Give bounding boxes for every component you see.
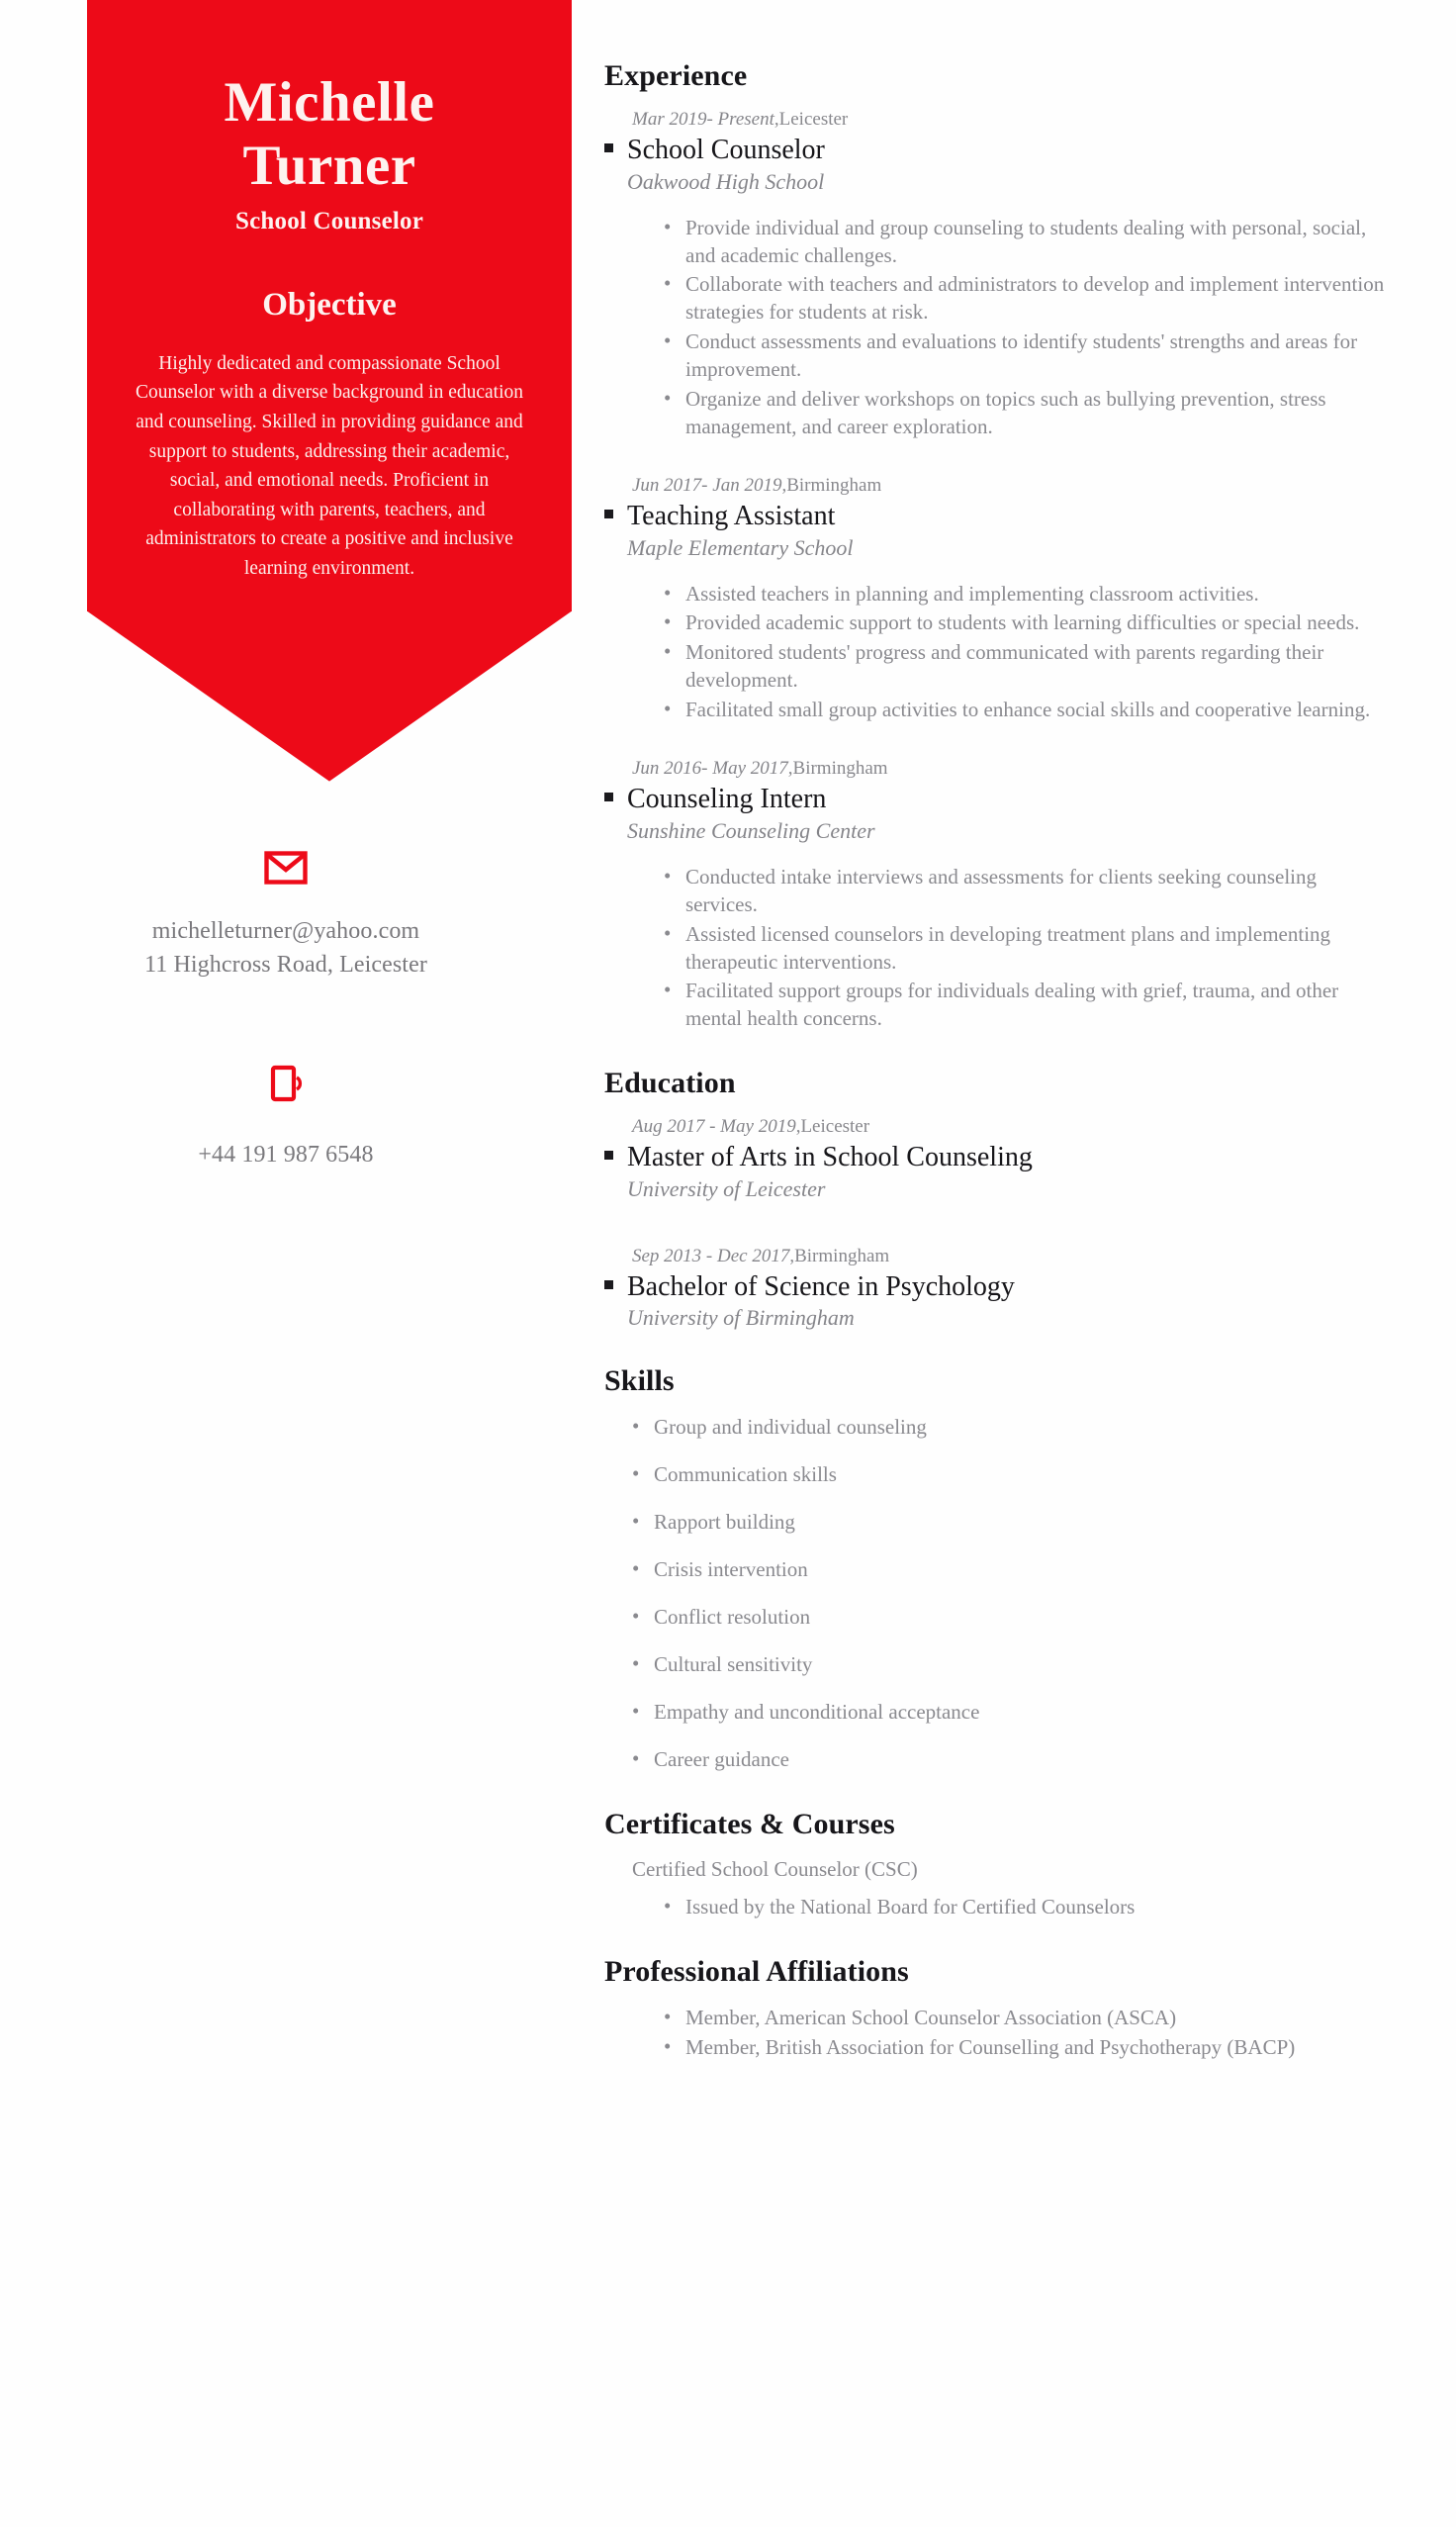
experience-title: School Counselor (627, 135, 825, 165)
list-item: • Monitored students' progress and communicated with parents regarding their development. (664, 639, 1387, 695)
experience-location: Birmingham (792, 758, 888, 780)
list-item: • Rapport building (632, 1509, 980, 1537)
education-degree: Bachelor of Science in Psychology (627, 1270, 1015, 1302)
affiliations-list (604, 2005, 1387, 2062)
experience-entry-head (604, 783, 1387, 816)
first-name: Michelle (224, 71, 435, 134)
certificate-name: Certified School Counselor (CSC) (632, 1856, 918, 1881)
square-bullet-icon (604, 793, 613, 801)
experience-organization: Maple Elementary School (627, 534, 854, 560)
experience-bullets (604, 864, 1387, 1034)
banner-chevron-point (87, 611, 572, 782)
list-item: • Empathy and unconditional acceptance (632, 1699, 980, 1727)
list-item: • Conduct assessments and evaluations to identify students' strengths and areas for improvement. (664, 328, 1387, 384)
section-education (604, 1067, 1387, 1331)
education-entry-head (604, 1270, 1387, 1304)
list-item: • Provided academic support to students with learning difficulties or special needs. (664, 609, 1387, 637)
spacer (604, 445, 1387, 475)
section-title-skills: Skills (604, 1364, 675, 1398)
meta-separator: , (781, 474, 787, 496)
experience-date: Jun 2017- Jan 2019 (632, 474, 782, 496)
experience-bullets (604, 581, 1387, 725)
education-entry-meta (632, 1246, 1387, 1267)
contact-email[interactable]: michelleturner@yahoo.com (151, 917, 420, 944)
square-bullet-icon (604, 1151, 613, 1160)
skills-list (604, 1414, 1387, 1773)
section-certificates (604, 1808, 1387, 1921)
list-item: • Crisis intervention (632, 1556, 980, 1584)
education-location: Birmingham (794, 1245, 890, 1266)
list-item: • Group and individual counseling (632, 1414, 980, 1442)
section-title-affiliations: Professional Affiliations (604, 1954, 909, 1988)
education-degree: Master of Arts in School Counseling (627, 1142, 1033, 1173)
name-banner (87, 0, 572, 611)
experience-title: Teaching Assistant (627, 500, 836, 531)
phone-block (0, 1063, 572, 1171)
education-institution: University of Leicester (627, 1175, 826, 1201)
section-affiliations (604, 1955, 1387, 2062)
section-experience (604, 59, 1387, 1033)
section-title-certificates: Certificates & Courses (604, 1807, 895, 1840)
resume-sidebar (0, 0, 572, 1171)
list-item: • Assisted licensed counselors in developing treatment plans and implementing therapeutic interventions. (664, 921, 1387, 977)
list-item: • Communication skills (632, 1461, 980, 1489)
experience-bullets (604, 215, 1387, 441)
list-item: • Facilitated small group activities to enhance social skills and cooperative learning. (664, 697, 1387, 724)
square-bullet-icon (604, 1280, 613, 1289)
list-item: • Assisted teachers in planning and implementing classroom activities. (664, 581, 1387, 608)
contact-block (0, 851, 572, 1171)
education-entry (604, 1116, 1387, 1202)
experience-location: Birmingham (786, 474, 882, 496)
education-location: Leicester (800, 1116, 870, 1138)
experience-entry-meta (632, 109, 1387, 131)
list-item: • Conducted intake interviews and assessments for clients seeking counseling services. (664, 864, 1387, 919)
square-bullet-icon (604, 143, 613, 152)
experience-entry-head (604, 134, 1387, 167)
education-entry-head (604, 1141, 1387, 1174)
experience-entry (604, 475, 1387, 724)
meta-separator: , (774, 109, 779, 130)
experience-date: Mar 2019- Present (632, 109, 774, 130)
education-entry (604, 1246, 1387, 1332)
candidate-job-title: School Counselor (234, 207, 424, 234)
list-item: • Career guidance (632, 1746, 980, 1774)
experience-entry (604, 109, 1387, 441)
education-date: Sep 2013 - Dec 2017 (632, 1245, 790, 1266)
list-item: • Provide individual and group counseling to students dealing with personal, social, and academic challenges. (664, 215, 1387, 270)
spacer (604, 1206, 1387, 1246)
resume-main (572, 0, 1456, 2068)
list-item: • Member, American School Counselor Association (ASCA) (664, 2005, 1387, 2032)
list-item: • Collaborate with teachers and administrators to develop and implement intervention strategies for students at risk. (664, 271, 1387, 327)
experience-entry (604, 758, 1387, 1033)
experience-organization: Sunshine Counseling Center (627, 817, 875, 843)
experience-entry-meta (632, 475, 1387, 497)
section-title-experience: Experience (604, 59, 748, 92)
contact-phone[interactable]: +44 191 987 6548 (198, 1141, 374, 1168)
list-item: • Cultural sensitivity (632, 1651, 980, 1679)
experience-title: Counseling Intern (627, 784, 827, 815)
meta-separator: , (795, 1116, 801, 1138)
square-bullet-icon (604, 510, 613, 518)
experience-entry-head (604, 500, 1387, 533)
meta-separator: , (787, 758, 793, 780)
list-item: • Issued by the National Board for Certified Counselors (664, 1894, 1387, 1921)
last-name: Turner (242, 134, 416, 197)
list-item: • Organize and deliver workshops on topics such as bullying prevention, stress management, and career exploration. (664, 386, 1387, 441)
experience-date: Jun 2016- May 2017 (632, 758, 788, 780)
education-institution: University of Birmingham (627, 1305, 855, 1331)
experience-organization: Oakwood High School (627, 168, 825, 194)
meta-separator: , (789, 1245, 795, 1266)
list-item: • Facilitated support groups for individuals dealing with grief, trauma, and other mental health concerns. (664, 978, 1387, 1033)
experience-entry-meta (632, 758, 1387, 780)
envelope-icon (0, 851, 572, 885)
contact-address: 11 Highcross Road, Leicester (144, 951, 427, 978)
list-item: • Conflict resolution (632, 1604, 980, 1632)
mobile-phone-icon (0, 1063, 572, 1104)
education-entry-meta (632, 1116, 1387, 1138)
section-skills (604, 1364, 1387, 1773)
candidate-name (113, 71, 546, 198)
experience-location: Leicester (778, 109, 849, 130)
section-title-education: Education (604, 1067, 736, 1100)
education-date: Aug 2017 - May 2019 (632, 1116, 796, 1138)
certificate-details (604, 1894, 1387, 1921)
objective-text: Highly dedicated and compassionate School Counselor with a diverse background in education and counseling. Skilled in providing guidance and support to students, addressing their academic, social, and emotional needs. Proficient in collaborating with parents, teachers, and administrators to create a positive and inclusive learning environment. (135, 352, 524, 580)
spacer (604, 728, 1387, 758)
objective-heading: Objective (262, 286, 397, 323)
list-item: • Member, British Association for Counselling and Psychotherapy (BACP) (664, 2034, 1387, 2062)
